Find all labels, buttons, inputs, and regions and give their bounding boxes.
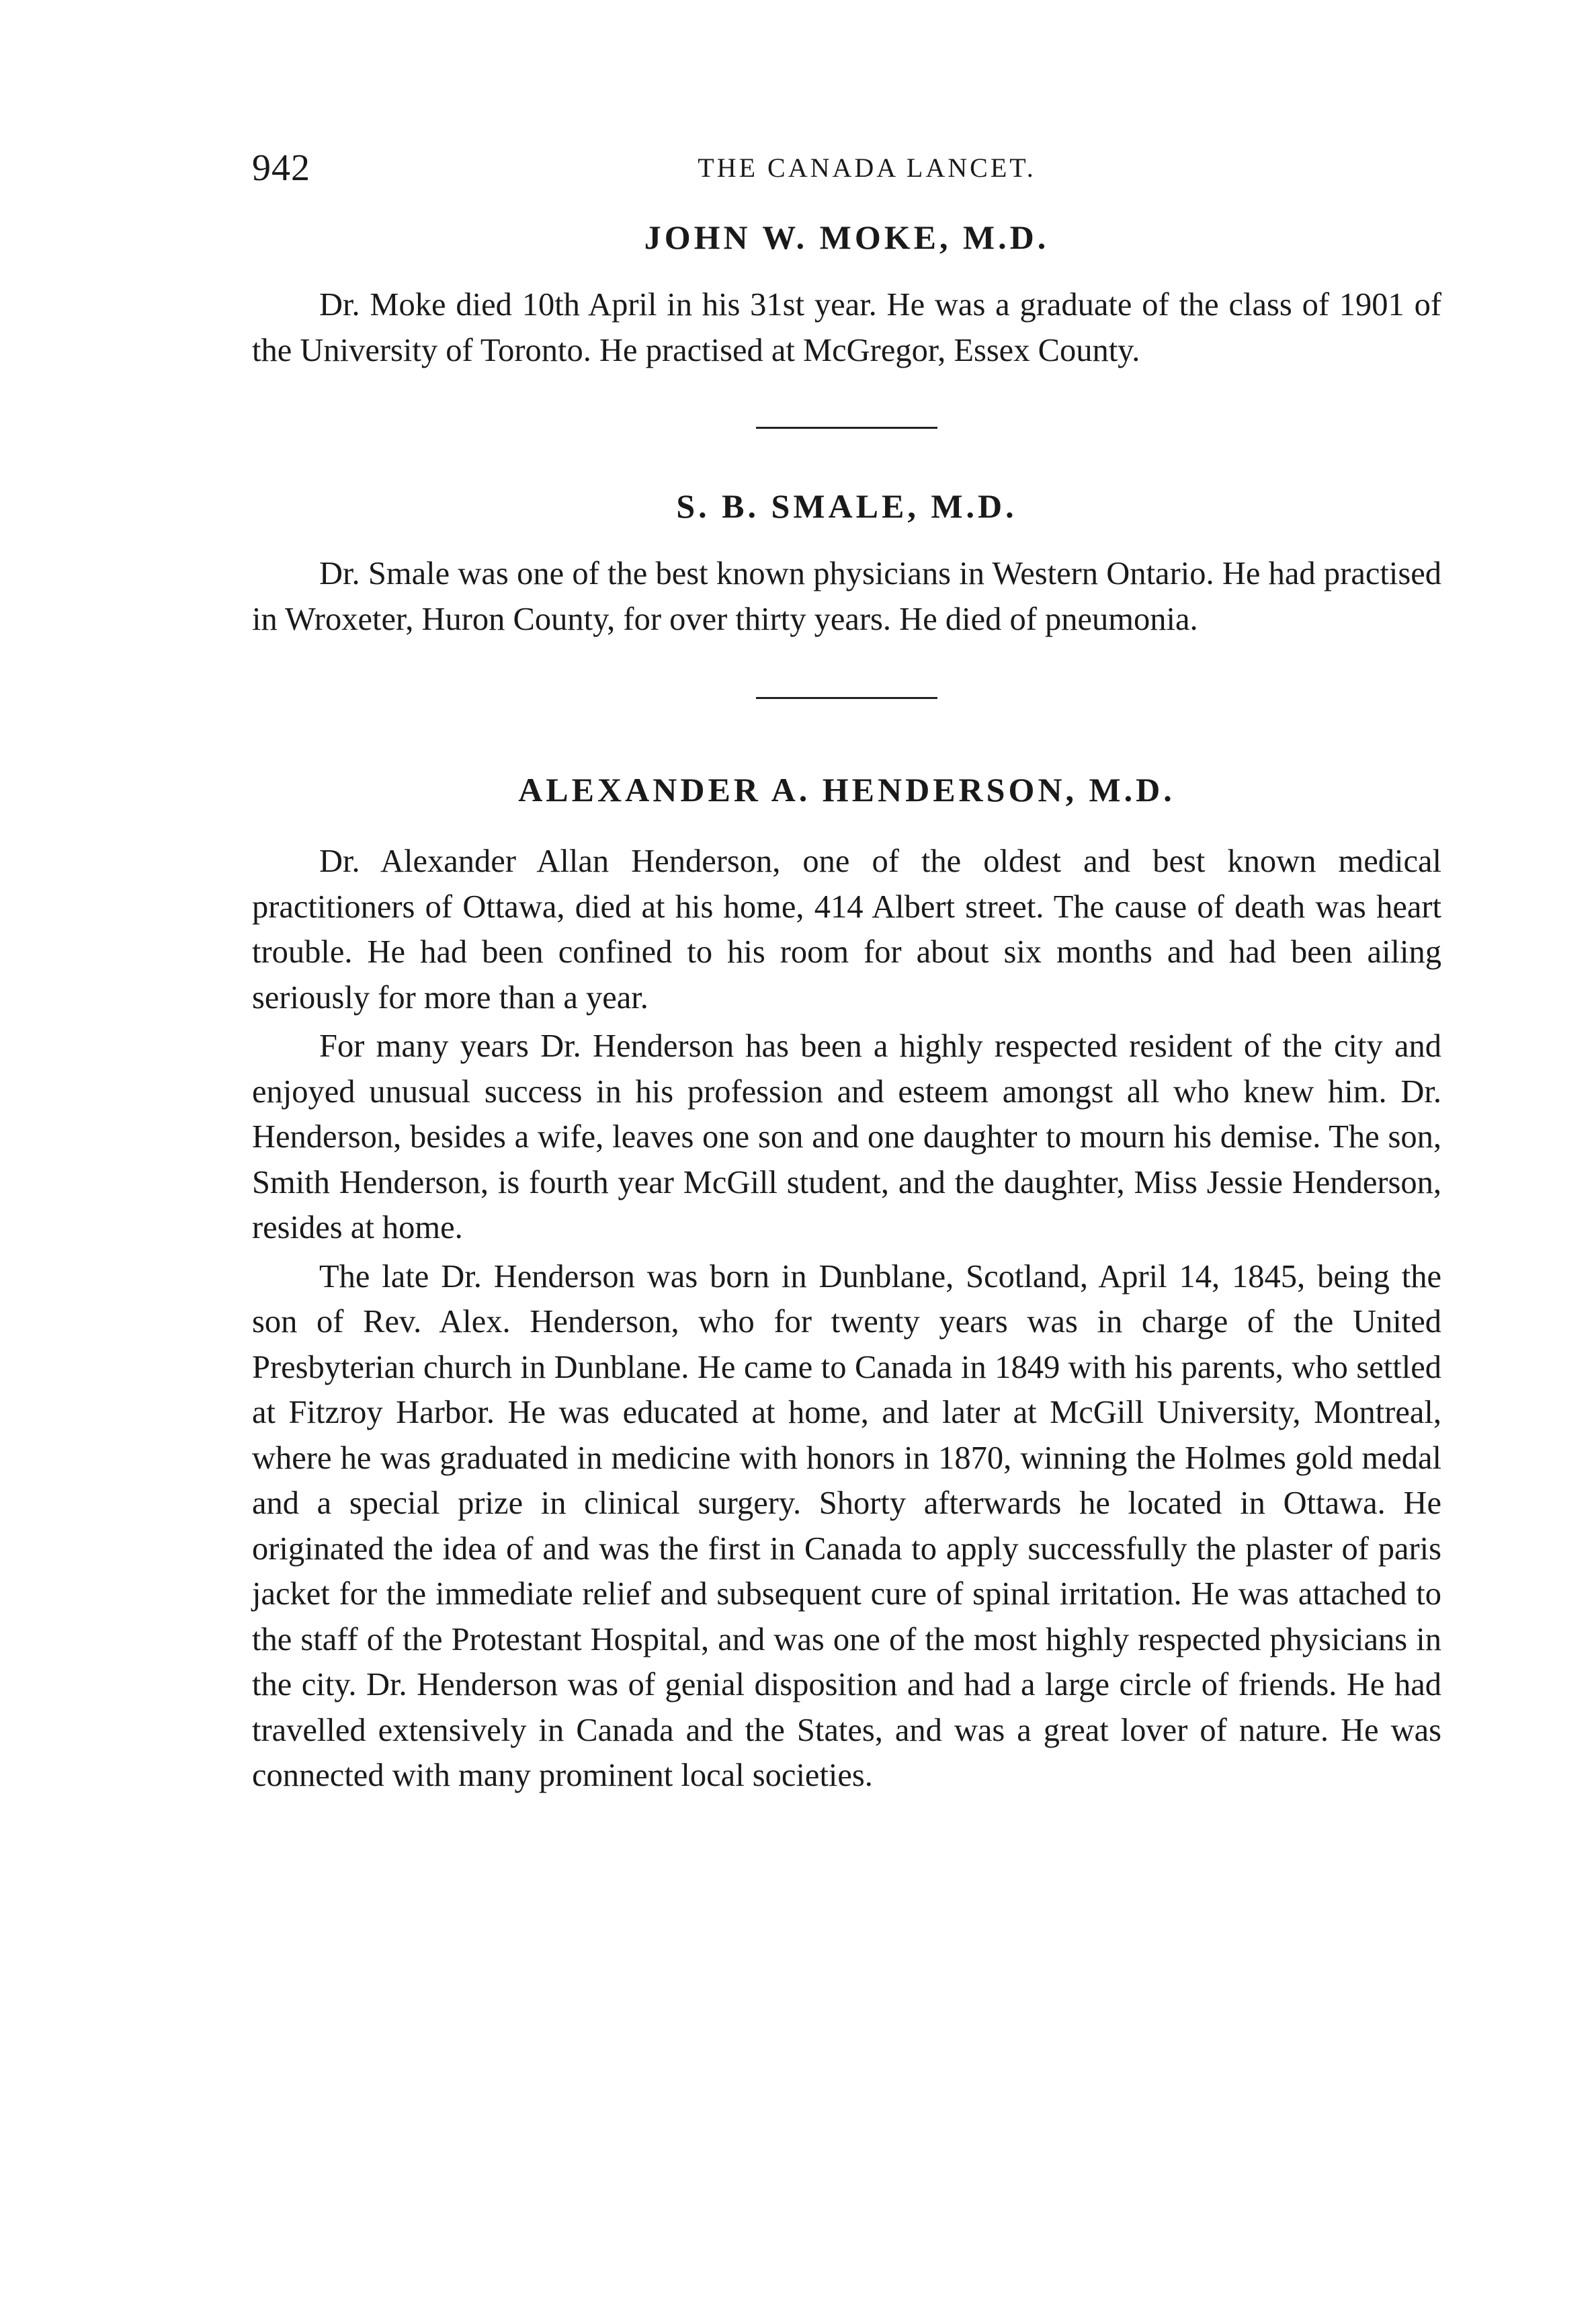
running-head — [252, 147, 1441, 187]
journal-title: THE CANADA LANCET. — [698, 153, 1036, 183]
obituary-paragraph: Dr. Alexander Allan Henderson, one of the oldest and best known medical practitioners of Ottawa, died at his home, 414 Albert street. The cause of death was heart trouble. He had been confined to his room for about six months and had been ailing seriously for more than a year. — [252, 844, 1441, 1016]
obituary-heading-henderson: ALEXANDER A. HENDERSON, M.D. — [518, 771, 1175, 809]
article-body — [252, 214, 1441, 1799]
page-number: 942 — [252, 147, 310, 189]
section-divider — [756, 427, 937, 429]
obituary-heading-smale: S. B. SMALE, M.D. — [676, 487, 1017, 525]
obituary-paragraph: The late Dr. Henderson was born in Dunblane, Scotland, April 14, 1845, being the son of Rev. Alex. Henderson, who for twenty years was in charge of the United Presbyterian church in Dunblane. He came to Canada in 1849 with his parents, who settled at Fitzroy Harbor. He was educated at home, and later at McGill University, Montreal, where he was graduated in medicine with honors in 1870, winning the Holmes gold medal and a special prize in clinical surgery. Shorty afterwards he located in Ottawa. He originated the idea of and was the first in Canada to apply successfully the plaster of paris jacket for the immediate relief and subsequent cure of spinal irritation. He was attached to the staff of the Protestant Hospital, and was one of the most highly respected physicians in the city. Dr. Henderson was of genial disposition and had a large circle of friends. He had travelled extensively in Canada and the States, and was a great lover of nature. He was connected with many prominent local societies. — [252, 1258, 1441, 1793]
obituary-paragraph: Dr. Moke died 10th April in his 31st year. He was a graduate of the class of 1901 of the University of Toronto. He practised at McGregor, Essex County. — [252, 287, 1441, 368]
obituary-paragraph: For many years Dr. Henderson has been a highly respected resident of the city and enjoyed unusual success in his profession and esteem amongst all who knew him. Dr. Henderson, besides a wife, leaves one son and one daughter to mourn his demise. The son, Smith Henderson, is fourth year McGill student, and the daughter, Miss Jessie Henderson, resides at home. — [252, 1028, 1441, 1245]
obituary-heading-moke: JOHN W. MOKE, M.D. — [644, 218, 1050, 256]
obituary-paragraph: Dr. Smale was one of the best known physicians in Western Ontario. He had practised in Wroxeter, Huron County, for over thirty years. He died of pneumonia. — [252, 556, 1441, 637]
section-divider — [756, 697, 937, 699]
